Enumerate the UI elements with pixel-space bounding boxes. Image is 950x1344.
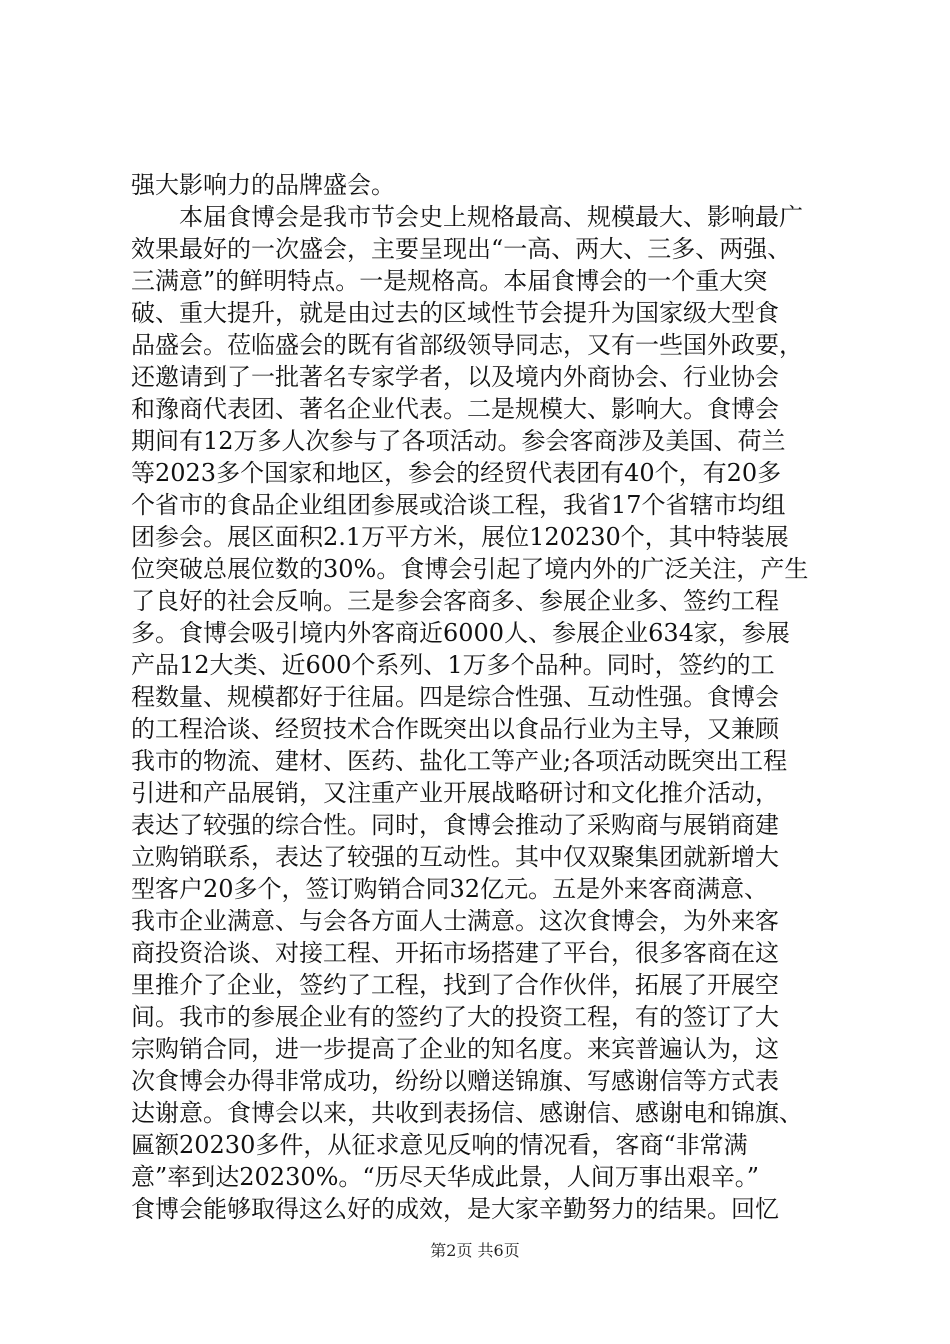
text-line: 效果最好的一次盛会，主要呈现出“一高、两大、三多、两强、 [131,235,792,263]
text-line: 次食博会办得非常成功，纷纷以赠送锦旗、写感谢信等方式表 [131,1067,779,1095]
text-line: 间。我市的参展企业有的签约了大的投资工程，有的签订了大 [131,1003,779,1031]
text-line: 等2023多个国家和地区，参会的经贸代表团有40个，有20多 [131,459,782,487]
text-line: 个省市的食品企业组团参展或洽谈工程，我省17个省辖市均组 [131,491,786,519]
text-line: 和豫商代表团、著名企业代表。二是规模大、影响大。食博会 [131,395,779,423]
page-number-footer: 第2页 共6页 [430,1241,520,1260]
text-line: 了良好的社会反响。三是参会客商多、参展企业多、签约工程 [131,587,779,615]
text-line: 还邀请到了一批著名专家学者，以及境内外商协会、行业协会 [131,363,779,391]
text-line: 匾额20230多件，从征求意见反响的情况看，客商“非常满 [131,1131,748,1159]
text-line: 表达了较强的综合性。同时，食博会推动了采购商与展销商建 [131,811,779,839]
text-line: 程数量、规模都好于往届。四是综合性强、互动性强。食博会 [131,683,779,711]
body-text [131,169,831,1225]
text-line: 的工程洽谈、经贸技术合作既突出以食品行业为主导，又兼顾 [131,715,779,743]
text-line: 三满意”的鲜明特点。一是规格高。本届食博会的一个重大突 [131,267,768,295]
text-line: 品盛会。莅临盛会的既有省部级领导同志，又有一些国外政要， [131,331,803,359]
text-line: 多。食博会吸引境内外客商近6000人、参展企业634家，参展 [131,619,790,647]
text-line: 团参会。展区面积2.1万平方米，展位120230个，其中特装展 [131,523,789,551]
text-line: 期间有12万多人次参与了各项活动。参会客商涉及美国、荷兰 [131,427,786,455]
text-line: 位突破总展位数的30%。食博会引起了境内外的广泛关注，产生 [131,555,809,583]
text-line: 我市企业满意、与会各方面人士满意。这次食博会，为外来客 [131,907,779,935]
text-line: 本届食博会是我市节会史上规格最高、规模最大、影响最广 [131,203,803,231]
text-line: 我市的物流、建材、医药、盐化工等产业;各项活动既突出工程 [131,747,788,775]
text-line: 里推介了企业，签约了工程，找到了合作伙伴，拓展了开展空 [131,971,779,999]
text-line: 产品12大类、近600个系列、1万多个品种。同时，签约的工 [131,651,775,679]
text-line: 破、重大提升，就是由过去的区域性节会提升为国家级大型食 [131,299,779,327]
text-line: 意”率到达20230%。“历尽天华成此景，人间万事出艰辛。” [131,1163,759,1191]
text-line: 食博会能够取得这么好的成效，是大家辛勤努力的结果。回忆 [131,1195,779,1223]
text-line: 达谢意。食博会以来，共收到表扬信、感谢信、感谢电和锦旗、 [131,1099,803,1127]
text-line: 立购销联系，表达了较强的互动性。其中仅双聚集团就新增大 [131,843,779,871]
text-line: 宗购销合同，进一步提高了企业的知名度。来宾普遍认为，这 [131,1035,779,1063]
text-line: 型客户20多个，签订购销合同32亿元。五是外来客商满意、 [131,875,769,903]
text-line: 强大影响力的品牌盛会。 [131,171,395,199]
text-line: 商投资洽谈、对接工程、开拓市场搭建了平台，很多客商在这 [131,939,779,967]
text-line: 引进和产品展销，又注重产业开展战略研讨和文化推介活动， [131,779,779,807]
